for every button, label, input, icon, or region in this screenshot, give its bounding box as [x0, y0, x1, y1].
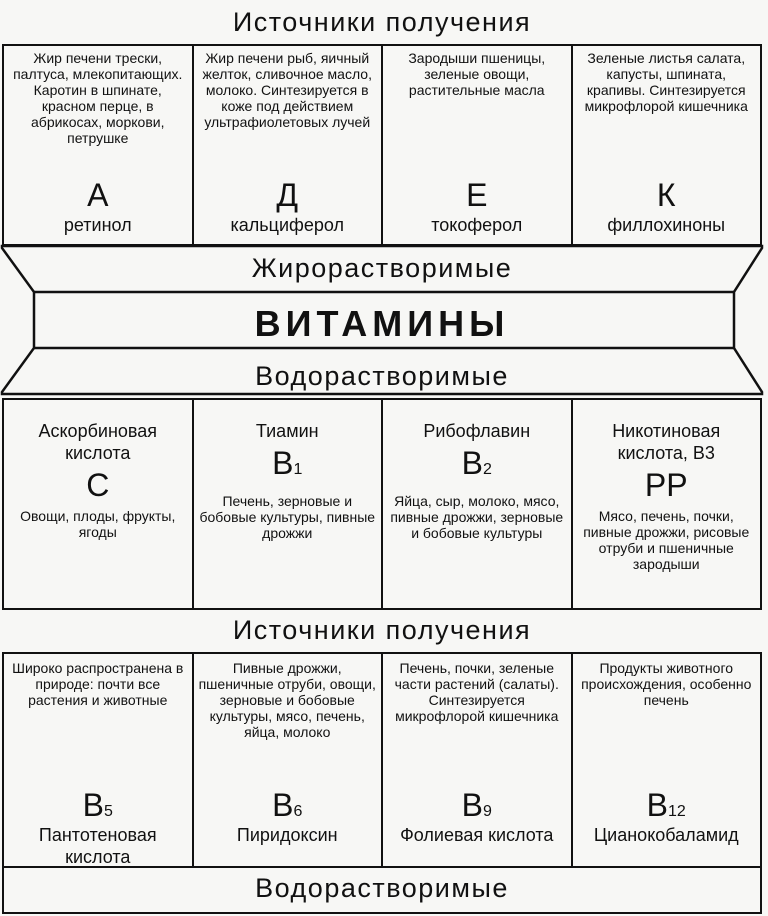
water-soluble-table-2	[2, 652, 762, 868]
fat-soluble-label-text: Жирорастворимые	[251, 252, 513, 283]
sources-header-middle-text: Источники получения	[232, 614, 532, 645]
fat-vitamin-cell	[383, 46, 573, 244]
fat-vitamin-cell	[573, 46, 761, 244]
vitamin-name: филлохиноны	[607, 215, 726, 235]
vitamin-name: Аскорбиновая кислота	[38, 421, 158, 463]
vitamin-letter-main: А	[87, 177, 109, 213]
sources-header-top	[2, 0, 762, 44]
vitamin-name: Пантотеновая кислота	[38, 825, 157, 867]
vitamin-letter	[383, 178, 571, 212]
vitamin-letter-main: Е	[466, 177, 488, 213]
vitamin-sources: Яйца, сыр, молоко, мясо, пивные дрожжи, зерновые и бобовые культуры	[390, 493, 564, 541]
vitamin-letter-main: В	[646, 787, 669, 823]
water-vitamin-cell	[573, 654, 761, 866]
water-vitamin-cell	[573, 400, 761, 608]
vitamin-sources: Широко распространена в природе: почти все растения и животные	[12, 660, 184, 708]
vitamin-letter	[194, 178, 382, 212]
water-soluble-label-bottom	[2, 866, 762, 910]
vitamin-letter-subscript: 12	[668, 803, 686, 820]
vitamin-letter	[577, 468, 757, 502]
vitamin-letter-main: К	[656, 177, 676, 213]
vitamin-name: Никотиновая кислота, В3	[612, 421, 721, 463]
vitamin-sources: Зародыши пшеницы, зеленые овощи, растительные масла	[408, 50, 546, 98]
vitamin-letter-main: В	[272, 445, 294, 481]
page-title	[2, 296, 762, 352]
vitamin-letter	[573, 178, 761, 212]
water-soluble-label-top-text: Водорастворимые	[255, 360, 509, 391]
water-vitamin-cell	[4, 654, 194, 866]
fat-vitamin-cell	[4, 46, 194, 244]
vitamin-letter-subscript: 2	[482, 461, 492, 478]
vitamin-name: ретинол	[63, 215, 132, 235]
vitamin-name: Пиридоксин	[236, 825, 338, 845]
water-soluble-grid-1	[4, 400, 760, 608]
vitamin-name: токоферол	[431, 215, 523, 235]
vitamin-letter-main: С	[86, 467, 110, 503]
vitamin-sources: Овощи, плоды, фрукты, ягоды	[20, 508, 176, 540]
vitamin-letter	[194, 788, 382, 829]
vitamin-letter-main: В	[461, 787, 483, 823]
vitamin-letter-main: В	[272, 787, 294, 823]
vitamin-letter-main: В	[82, 787, 104, 823]
vitamin-sources: Зеленые листья салата, капусты, шпината, крапивы. Синтезируется микрофлорой кишечника	[584, 50, 748, 114]
vitamin-letter	[4, 178, 192, 212]
vitamin-letter	[573, 788, 761, 829]
vitamin-letter	[8, 468, 188, 502]
fat-soluble-grid	[4, 46, 760, 244]
vitamin-sources: Печень, почки, зеленые части растений (салаты). Синтезируется микрофлорой кишечника	[394, 660, 559, 724]
fat-soluble-table	[2, 44, 762, 246]
vitamin-letter-main: Д	[276, 177, 299, 213]
vitamin-sources: Пивные дрожжи, пшеничные отруби, овощи, зерновые и бобовые культуры, мясо, печень, яйца, молоко	[198, 660, 376, 740]
vitamin-letter	[198, 446, 378, 487]
water-soluble-table-1	[2, 398, 762, 610]
sources-header-middle	[2, 608, 762, 652]
vitamin-name: Рибофлавин	[423, 421, 531, 441]
vitamin-sources: Жир печени рыб, яичный желток, сливочное масло, молоко. Синтезируется в коже под действием ультрафиолетовых лучей	[202, 50, 372, 130]
page-title-text: ВИТАМИНЫ	[254, 303, 510, 344]
water-vitamin-cell	[383, 654, 573, 866]
water-vitamin-cell	[194, 400, 384, 608]
vitamin-letter	[387, 446, 567, 487]
vitamin-name: Фолиевая кислота	[400, 825, 554, 845]
vitamin-letter-main: В	[461, 445, 483, 481]
water-vitamin-cell	[383, 400, 573, 608]
vitamin-name: Цианокобаламид	[593, 825, 739, 845]
vitamin-letter-subscript: 6	[293, 803, 303, 820]
vitamin-letter-subscript: 1	[293, 461, 303, 478]
vitamin-sources: Печень, зерновые и бобовые культуры, пивные дрожжи	[199, 493, 376, 541]
fat-vitamin-cell	[194, 46, 384, 244]
water-vitamin-cell	[194, 654, 384, 866]
vitamin-sources: Продукты животного происхождения, особенно печень	[581, 660, 752, 708]
fat-soluble-label	[2, 246, 762, 290]
sources-header-top-text: Источники получения	[232, 6, 532, 37]
vitamin-letter-subscript: 5	[103, 803, 113, 820]
vitamin-letter-subscript: 9	[482, 803, 492, 820]
vitamin-letter-main: РР	[644, 467, 688, 503]
vitamin-letter	[4, 788, 192, 829]
vitamin-letter	[383, 788, 571, 829]
vitamin-name: Тиамин	[255, 421, 319, 441]
vitamin-sources: Жир печени трески, палтуса, млекопитающих. Каротин в шпинате, красном перце, в абрикосах, моркови, петрушке	[13, 50, 183, 146]
water-soluble-label-top	[2, 354, 762, 398]
water-vitamin-cell	[4, 400, 194, 608]
water-soluble-label-bottom-text: Водорастворимые	[255, 872, 509, 903]
water-soluble-grid-2	[4, 654, 760, 866]
vitamin-sources: Мясо, печень, почки, пивные дрожжи, рисовые отруби и пшеничные зародыши	[583, 508, 750, 572]
vitamin-name: кальциферол	[230, 215, 344, 235]
